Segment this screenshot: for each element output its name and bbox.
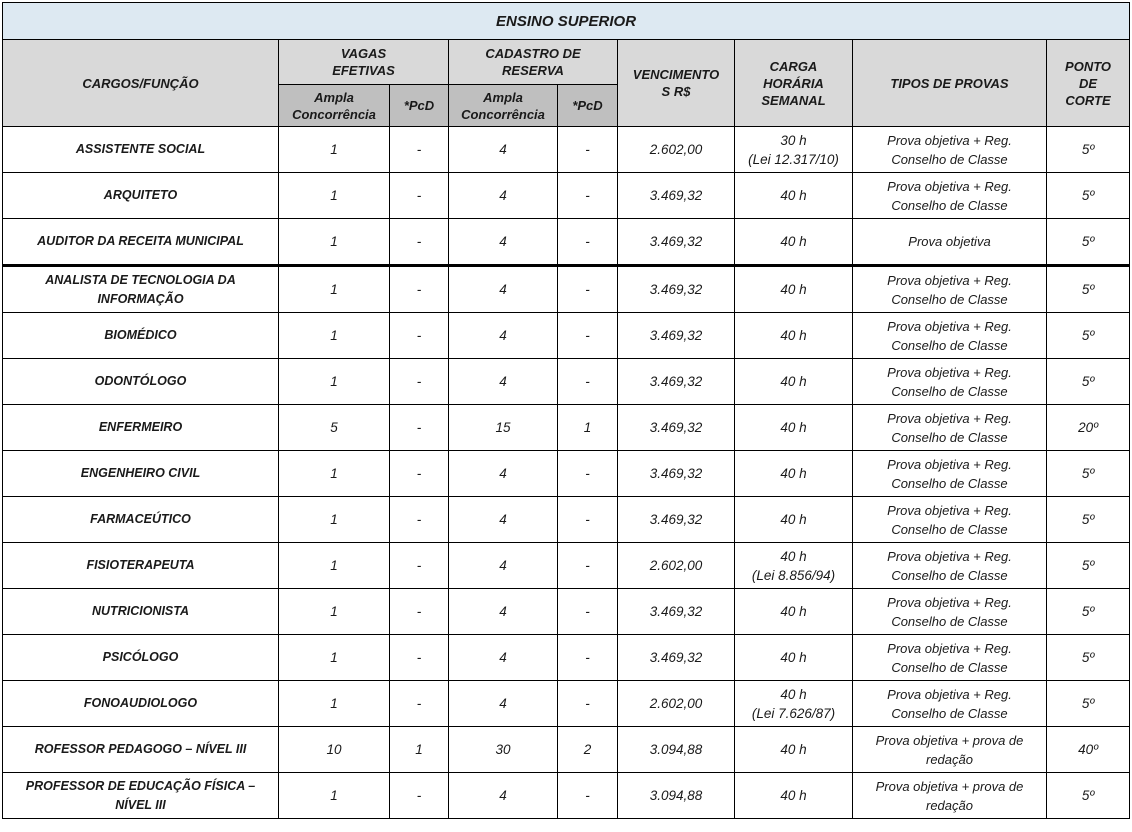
tipos-provas-cell <box>853 451 1047 497</box>
cadastro-pcd-cell: - <box>558 266 618 313</box>
vagas-ampla-cell: 1 <box>279 219 390 266</box>
carga-horaria-cell <box>735 497 853 543</box>
cadastro-pcd-cell: - <box>558 773 618 819</box>
carga-value: 40 h <box>780 650 807 665</box>
cargo-cell <box>3 173 279 219</box>
vagas-pcd-cell: - <box>390 173 449 219</box>
vencimento-cell: 2.602,00 <box>618 543 735 589</box>
table-row <box>3 589 1130 635</box>
vagas-ampla-cell: 1 <box>279 313 390 359</box>
ponto-corte-cell: 5º <box>1047 451 1130 497</box>
cadastro-pcd-cell: - <box>558 173 618 219</box>
vagas-pcd-cell: - <box>390 451 449 497</box>
vagas-pcd-cell: - <box>390 266 449 313</box>
carga-horaria-cell <box>735 219 853 266</box>
carga-value: 40 h <box>780 420 807 435</box>
provas-text: Prova objetiva + Reg. Conselho de Classe <box>887 318 1012 353</box>
cadastro-pcd-cell: 1 <box>558 405 618 451</box>
carga-value: 40 h <box>780 188 807 203</box>
cargo-cell <box>3 635 279 681</box>
table-row <box>3 127 1130 173</box>
vagas-ampla-cell: 1 <box>279 173 390 219</box>
cargo-text: ODONTÓLOGO <box>94 374 187 388</box>
ponto-corte-cell: 5º <box>1047 681 1130 727</box>
header-cadastro: CADASTRO DE RESERVA <box>449 40 618 85</box>
header-cadastro-ampla: Ampla Concorrência <box>449 85 558 127</box>
vagas-ampla-cell: 1 <box>279 497 390 543</box>
vagas-pcd-cell: 1 <box>390 727 449 773</box>
carga-value: 40 h <box>780 686 807 702</box>
vencimento-cell: 3.469,32 <box>618 219 735 266</box>
cargo-cell <box>3 451 279 497</box>
provas-text: Prova objetiva <box>908 234 991 249</box>
vagas-ampla-cell: 1 <box>279 635 390 681</box>
ponto-corte-cell: 5º <box>1047 543 1130 589</box>
carga-value: 40 h <box>780 742 807 757</box>
carga-horaria-cell <box>735 405 853 451</box>
cadastro-ampla-cell: 4 <box>449 497 558 543</box>
table-title: ENSINO SUPERIOR <box>3 3 1130 40</box>
vagas-ampla-cell: 1 <box>279 681 390 727</box>
cargo-text: ASSISTENTE SOCIAL <box>75 142 206 156</box>
cadastro-ampla-cell: 4 <box>449 451 558 497</box>
tipos-provas-cell <box>853 266 1047 313</box>
vagas-pcd-cell: - <box>390 127 449 173</box>
cargo-cell <box>3 681 279 727</box>
vencimento-cell: 3.469,32 <box>618 635 735 681</box>
cadastro-ampla-cell: 4 <box>449 589 558 635</box>
vagas-pcd-cell: - <box>390 219 449 266</box>
vencimento-cell: 3.469,32 <box>618 359 735 405</box>
cargo-text: ENGENHEIRO CIVIL <box>80 466 201 480</box>
cadastro-ampla-cell: 4 <box>449 681 558 727</box>
vencimento-cell: 3.094,88 <box>618 727 735 773</box>
carga-value: 40 h <box>780 788 807 803</box>
carga-horaria-cell <box>735 773 853 819</box>
cadastro-ampla-cell: 4 <box>449 173 558 219</box>
vencimento-cell: 2.602,00 <box>618 681 735 727</box>
tipos-provas-cell <box>853 127 1047 173</box>
header-vagas-pcd: *PcD <box>390 85 449 127</box>
cadastro-pcd-cell: 2 <box>558 727 618 773</box>
header-vencimentos: VENCIMENTOS R$ <box>618 40 735 127</box>
provas-text: Prova objetiva + Reg. Conselho de Classe <box>887 272 1012 307</box>
cargo-cell <box>3 127 279 173</box>
tipos-provas-cell <box>853 313 1047 359</box>
cargo-text: PSICÓLOGO <box>102 650 179 664</box>
vagas-ampla-cell: 1 <box>279 451 390 497</box>
cargo-cell <box>3 497 279 543</box>
cargo-cell <box>3 266 279 313</box>
cargo-text: FONOAUDIOLOGO <box>83 696 198 710</box>
table-row <box>3 405 1130 451</box>
table-row <box>3 681 1130 727</box>
cargo-text: FARMACEÚTICO <box>90 512 191 526</box>
table-row <box>3 173 1130 219</box>
cadastro-pcd-cell: - <box>558 497 618 543</box>
vencimento-cell: 3.094,88 <box>618 773 735 819</box>
vagas-pcd-cell: - <box>390 405 449 451</box>
carga-horaria-cell <box>735 127 853 173</box>
cadastro-pcd-cell: - <box>558 127 618 173</box>
vagas-pcd-cell: - <box>390 497 449 543</box>
vagas-pcd-cell: - <box>390 543 449 589</box>
tipos-provas-cell <box>853 173 1047 219</box>
cadastro-ampla-cell: 4 <box>449 219 558 266</box>
tipos-provas-cell <box>853 773 1047 819</box>
cargo-cell <box>3 405 279 451</box>
vencimento-cell: 3.469,32 <box>618 266 735 313</box>
cadastro-ampla-cell: 4 <box>449 266 558 313</box>
provas-text: Prova objetiva + Reg. Conselho de Classe <box>887 456 1012 491</box>
carga-value: 40 h <box>780 466 807 481</box>
provas-text: Prova objetiva + Reg. Conselho de Classe <box>887 686 1012 721</box>
carga-value: 40 h <box>780 282 807 297</box>
provas-text: Prova objetiva + prova de redação <box>875 778 1024 813</box>
vencimento-cell: 3.469,32 <box>618 497 735 543</box>
header-cadastro-pcd: *PcD <box>558 85 618 127</box>
cargo-text: ANALISTA DE TECNOLOGIA DA INFORMAÇÃO <box>45 272 236 306</box>
carga-value: 40 h <box>780 328 807 343</box>
tipos-provas-cell <box>853 589 1047 635</box>
carga-value: 40 h <box>780 234 807 249</box>
tipos-provas-cell <box>853 681 1047 727</box>
table-row <box>3 543 1130 589</box>
cadastro-pcd-cell: - <box>558 681 618 727</box>
provas-text: Prova objetiva + Reg. Conselho de Classe <box>887 410 1012 445</box>
vencimento-cell: 3.469,32 <box>618 173 735 219</box>
ponto-corte-cell: 5º <box>1047 313 1130 359</box>
cargo-cell <box>3 773 279 819</box>
vagas-ampla-cell: 10 <box>279 727 390 773</box>
provas-text: Prova objetiva + Reg. Conselho de Classe <box>887 640 1012 675</box>
table-row <box>3 266 1130 313</box>
carga-value: 40 h <box>780 512 807 527</box>
header-tipos-provas: TIPOS DE PROVAS <box>853 40 1047 127</box>
header-vagas-ampla: Ampla Concorrência <box>279 85 390 127</box>
provas-text: Prova objetiva + prova de redação <box>875 732 1024 767</box>
table-row <box>3 359 1130 405</box>
carga-horaria-cell <box>735 313 853 359</box>
provas-text: Prova objetiva + Reg. Conselho de Classe <box>887 548 1012 583</box>
vencimento-cell: 2.602,00 <box>618 127 735 173</box>
table-row <box>3 635 1130 681</box>
tipos-provas-cell <box>853 219 1047 266</box>
cargo-cell <box>3 313 279 359</box>
tipos-provas-cell <box>853 497 1047 543</box>
cargo-cell <box>3 543 279 589</box>
cadastro-ampla-cell: 4 <box>449 359 558 405</box>
cadastro-ampla-cell: 4 <box>449 773 558 819</box>
cadastro-ampla-cell: 4 <box>449 313 558 359</box>
vagas-pcd-cell: - <box>390 773 449 819</box>
carga-horaria-cell <box>735 359 853 405</box>
vencimento-cell: 3.469,32 <box>618 313 735 359</box>
vagas-ampla-cell: 1 <box>279 773 390 819</box>
vagas-pcd-cell: - <box>390 359 449 405</box>
table-body <box>3 127 1130 819</box>
carga-note: (Lei 8.856/94) <box>751 567 836 583</box>
cadastro-ampla-cell: 4 <box>449 635 558 681</box>
vencimento-cell: 3.469,32 <box>618 451 735 497</box>
table-row <box>3 773 1130 819</box>
cargo-text: ENFERMEIRO <box>98 420 183 434</box>
cadastro-pcd-cell: - <box>558 589 618 635</box>
carga-value: 40 h <box>780 548 807 564</box>
cargo-text: AUDITOR DA RECEITA MUNICIPAL <box>37 234 244 248</box>
ensino-superior-table <box>2 2 1130 819</box>
vagas-pcd-cell: - <box>390 313 449 359</box>
cargo-text: NUTRICIONISTA <box>92 604 189 618</box>
carga-horaria-cell <box>735 681 853 727</box>
vagas-ampla-cell: 1 <box>279 589 390 635</box>
header-ponto-corte: PONTO DE CORTE <box>1047 40 1130 127</box>
carga-horaria-cell <box>735 266 853 313</box>
table-row <box>3 727 1130 773</box>
table-row <box>3 313 1130 359</box>
cargo-cell <box>3 727 279 773</box>
cargo-cell <box>3 589 279 635</box>
cargo-text: BIOMÉDICO <box>104 328 177 342</box>
carga-horaria-cell <box>735 543 853 589</box>
cadastro-pcd-cell: - <box>558 543 618 589</box>
vagas-ampla-cell: 1 <box>279 127 390 173</box>
ponto-corte-cell: 5º <box>1047 173 1130 219</box>
cargo-text: ROFESSOR PEDAGOGO – NÍVEL III <box>34 742 247 756</box>
provas-text: Prova objetiva + Reg. Conselho de Classe <box>887 502 1012 537</box>
table-row <box>3 451 1130 497</box>
table-row <box>3 497 1130 543</box>
header-vagas: VAGAS EFETIVAS <box>279 40 449 85</box>
vagas-ampla-cell: 1 <box>279 266 390 313</box>
vagas-ampla-cell: 5 <box>279 405 390 451</box>
tipos-provas-cell <box>853 635 1047 681</box>
ponto-corte-cell: 5º <box>1047 266 1130 313</box>
cargo-text: ARQUITETO <box>103 188 178 202</box>
ponto-corte-cell: 20º <box>1047 405 1130 451</box>
carga-value: 40 h <box>780 604 807 619</box>
carga-value: 40 h <box>780 374 807 389</box>
vagas-pcd-cell: - <box>390 635 449 681</box>
carga-note: (Lei 12.317/10) <box>748 151 839 167</box>
tipos-provas-cell <box>853 543 1047 589</box>
vagas-ampla-cell: 1 <box>279 359 390 405</box>
vencimento-cell: 3.469,32 <box>618 589 735 635</box>
cargo-text: FISIOTERAPEUTA <box>86 558 195 572</box>
ponto-corte-cell: 5º <box>1047 589 1130 635</box>
table-row <box>3 219 1130 266</box>
tipos-provas-cell <box>853 405 1047 451</box>
cadastro-pcd-cell: - <box>558 219 618 266</box>
cadastro-pcd-cell: - <box>558 451 618 497</box>
vagas-pcd-cell: - <box>390 589 449 635</box>
ponto-corte-cell: 40º <box>1047 727 1130 773</box>
ponto-corte-cell: 5º <box>1047 497 1130 543</box>
provas-text: Prova objetiva + Reg. Conselho de Classe <box>887 132 1012 167</box>
carga-horaria-cell <box>735 589 853 635</box>
cadastro-pcd-cell: - <box>558 359 618 405</box>
provas-text: Prova objetiva + Reg. Conselho de Classe <box>887 178 1012 213</box>
carga-horaria-cell <box>735 727 853 773</box>
cadastro-ampla-cell: 4 <box>449 127 558 173</box>
cadastro-ampla-cell: 4 <box>449 543 558 589</box>
cargo-cell <box>3 219 279 266</box>
ponto-corte-cell: 5º <box>1047 635 1130 681</box>
ponto-corte-cell: 5º <box>1047 219 1130 266</box>
header-cargos: CARGOS/FUNÇÃO <box>3 40 279 127</box>
ponto-corte-cell: 5º <box>1047 127 1130 173</box>
vencimento-cell: 3.469,32 <box>618 405 735 451</box>
ponto-corte-cell: 5º <box>1047 773 1130 819</box>
ponto-corte-cell: 5º <box>1047 359 1130 405</box>
vagas-ampla-cell: 1 <box>279 543 390 589</box>
cadastro-pcd-cell: - <box>558 635 618 681</box>
carga-horaria-cell <box>735 451 853 497</box>
cargo-cell <box>3 359 279 405</box>
cadastro-pcd-cell: - <box>558 313 618 359</box>
carga-note: (Lei 7.626/87) <box>751 705 836 721</box>
provas-text: Prova objetiva + Reg. Conselho de Classe <box>887 594 1012 629</box>
tipos-provas-cell <box>853 727 1047 773</box>
cadastro-ampla-cell: 30 <box>449 727 558 773</box>
vagas-pcd-cell: - <box>390 681 449 727</box>
cadastro-ampla-cell: 15 <box>449 405 558 451</box>
carga-horaria-cell <box>735 173 853 219</box>
provas-text: Prova objetiva + Reg. Conselho de Classe <box>887 364 1012 399</box>
header-carga: CARGA HORÁRIA SEMANAL <box>735 40 853 127</box>
carga-horaria-cell <box>735 635 853 681</box>
cargo-text: PROFESSOR DE EDUCAÇÃO FÍSICA – NÍVEL III <box>25 778 256 812</box>
tipos-provas-cell <box>853 359 1047 405</box>
carga-value: 30 h <box>780 132 807 148</box>
